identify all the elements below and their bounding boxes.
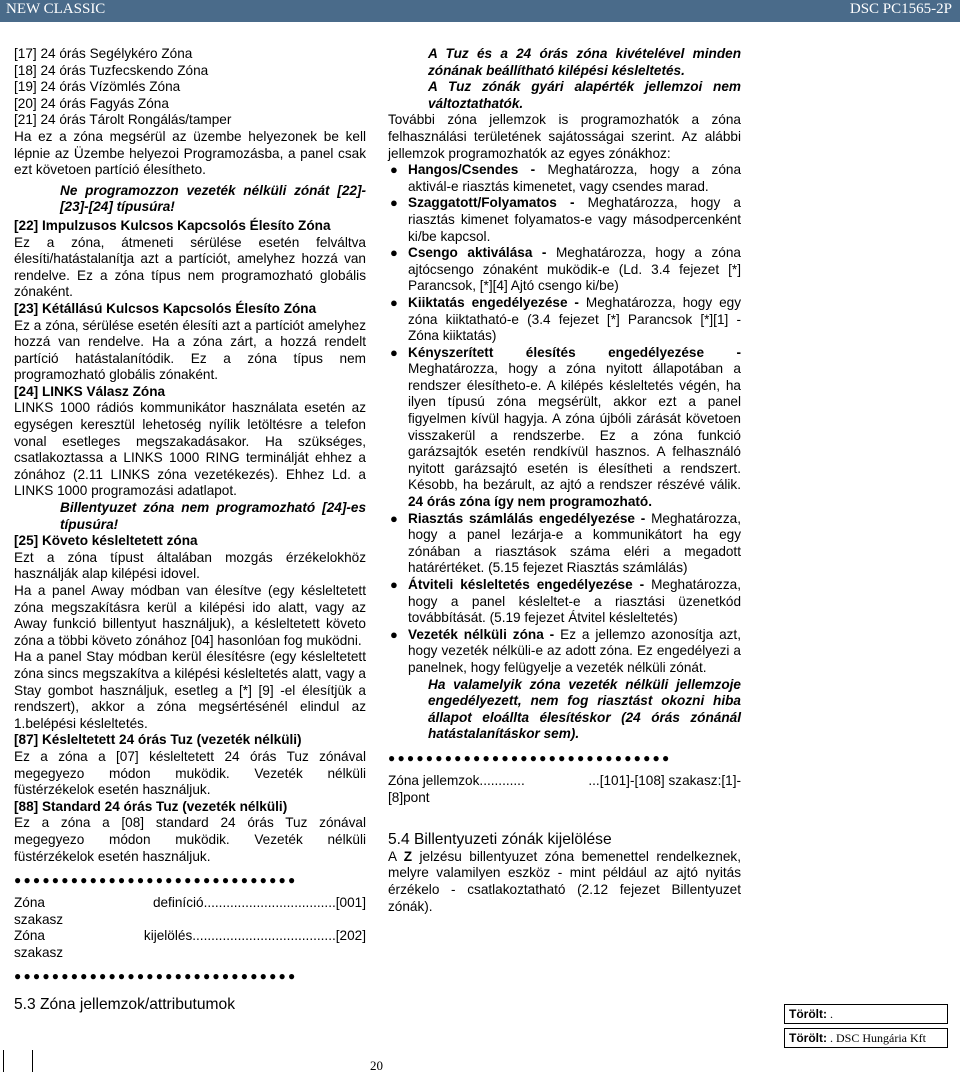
def-ref-line	[14, 895, 366, 912]
bullet-icon: ●	[390, 626, 398, 642]
section-title: 5.3 Zóna jellemzok/attributumok	[14, 996, 236, 1014]
section-title: 5.4 Billentyuzeti zónák kijelölése	[388, 831, 612, 849]
def-ref-c: szakasz	[14, 911, 64, 927]
note: Billentyuzet zóna nem programozható [24]-es típusúra!	[60, 500, 366, 532]
def-ref-b: definíció...................................[001]	[152, 895, 366, 911]
page-number: 20	[370, 1058, 383, 1073]
sel-ref-b: kijelölés......................................[202]	[143, 928, 366, 944]
zone-title: [25] Követo késleltetett zóna	[14, 533, 198, 549]
paragraph: LINKS 1000 rádiós kommunikátor használata esetén az egységen keresztül lehetoség nyílik letöltésre a telefon vonal esetleges megszakadásakor. Ha szükséges, csatlakoztassa a LINKS 1000 RING terminálját ehhez a zónához (2.11 LINKS zóna vezetékezés). Ehhez Ld. a LINKS 1000 programozási adatlapot.	[14, 400, 366, 499]
zone-title: [23] Kétállású Kulcsos Kapcsolós Élesíto Zóna	[14, 300, 317, 316]
zone-title: [87] Késleltetett 24 órás Tuz (vezeték nélküli)	[14, 732, 302, 748]
right-column	[388, 46, 741, 915]
ref-line	[388, 773, 741, 790]
header-right: DSC PC1565-2P	[849, 1, 952, 17]
def-ref-a: Zóna	[14, 895, 45, 911]
bullet-icon: ●	[390, 162, 398, 178]
ref-b: ...[101]-[108] szakasz:[1]-	[588, 772, 741, 788]
page-header	[0, 0, 960, 22]
paragraph: További zóna jellemzok is programozhatók a zóna felhasználási területének sajátosságai szerint. Az alábbi jellemzok programozhatók az egyes zónákhoz:	[388, 112, 741, 161]
bullet-icon: ●	[390, 344, 398, 360]
zone-title: [88] Standard 24 órás Tuz (vezeték nélküli)	[14, 798, 288, 814]
zone-item: [21] 24 órás Tárolt Rongálás/tamper	[14, 112, 232, 128]
paragraph: Ez a zóna, sérülése esetén élesíti azt a partíciót amelyhez hozzá van rendelve. Ha a zóna zárt, a hozzá rendelt partíció hatástalanítódik. Ez a zóna típus nem programozható globális zónaként.	[14, 317, 366, 383]
separator-dots: ●●●●●●●●●●●●●●●●●●●●●●●●●●●●●●	[388, 750, 672, 765]
paragraph: A Z jelzésu billentyuzet zóna bemenettel rendelkeznek, melyre valamilyen eszköz - mint például az ajtó nyitás érzékelo - csatlakoztatható (2.12 fejezet Billentyuzet zónák).	[388, 848, 741, 914]
sel-ref-a: Zóna	[14, 928, 45, 944]
zone-item: [20] 24 órás Fagyás Zóna	[14, 95, 169, 111]
attribute-list	[388, 162, 741, 676]
paragraph: Ez a zóna a [08] standard 24 órás Tuz zónával megegyezo módon muködik. Vezeték nélküli füstérzékelok esetén használjuk.	[14, 815, 366, 864]
header-left: NEW CLASSIC	[6, 1, 106, 17]
zone-item: [19] 24 órás Vízömlés Zóna	[14, 79, 181, 95]
list-item: ● Csengo aktiválása - Meghatározza, hogy a zóna ajtócsengo zónaként muködik-e (Ld. 3.4 fejezet [*] Parancsok, [*][4] Ajtó csengo ki/be)	[390, 245, 741, 294]
zone-type-list	[14, 46, 366, 129]
ref-a: Zóna jellemzok............	[388, 772, 525, 788]
bullet-icon: ●	[390, 245, 398, 261]
separator-dots: ●●●●●●●●●●●●●●●●●●●●●●●●●●●●●●	[14, 873, 298, 888]
change-bar	[32, 1050, 33, 1072]
list-item: ● Átviteli késleltetés engedélyezése - Meghatározza, hogy a panel késleltet-e a riasztási üzenetkód továbbítását. (5.19 fejezet Átvitel késleltetés)	[390, 577, 741, 626]
zone-item: [17] 24 órás Segélykéro Zóna	[14, 46, 193, 61]
bullet-icon: ●	[390, 577, 398, 592]
note: A Tuz zónák gyári alapérték jellemzoi nem változtathatók.	[428, 79, 741, 111]
bullet-icon: ●	[390, 510, 398, 526]
list-item: ● Vezeték nélküli zóna - Ez a jellemzo azonosítja azt, hogy vezeték nélküli-e az adott zóna. Ez engedélyezi a panelnek, hogy felügyelje a vezeték nélküli zónát.	[390, 626, 741, 675]
list-item: ● Hangos/Csendes - Meghatározza, hogy a zóna aktivál-e riasztás kimenetet, vagy csendes marad.	[390, 162, 742, 194]
note: A Tuz és a 24 órás zóna kivételével minden zónának beállítható kilépési késleltetés.	[428, 46, 741, 78]
paragraph: Ezt a zóna típust általában mozgás érzékelokhöz használják alap kilépési idovel.	[14, 549, 366, 582]
paragraph: Ha a panel Away módban van élesítve (egy késleltetett zóna megszakításra kerül a kilépési ido alatt, vagy az Away funkció billentyut használjuk), a késleltetett követo zóna a többi követo zónához [04] hasonlóan fog muködni.	[14, 583, 366, 648]
note: Ha valamelyik zóna vezeték nélküli jellemzoje engedélyezett, nem fog riasztást okozni hiba állapot eloállta élesítéskor (24 órás zónánál hatástalanításkor sem).	[428, 676, 741, 742]
paragraph: Ez a zóna a [07] késleltetett 24 órás Tuz zónával megegyezo módon muködik. Vezeték nélküli füstérzékelok esetén használjuk.	[14, 748, 366, 798]
zone-title: [24] LINKS Válasz Zóna	[14, 383, 166, 399]
paragraph: Ha a panel Stay módban kerül élesítésre (egy késleltetett zóna sincs megszakítva a kilépési késleltetés alatt, vagy a Stay gombot használjuk, esetleg a [*] [9] -el élesítjük a rendszert), akkor a zóna megsértésénél elindul az 1.belépési késleltetés.	[14, 649, 366, 731]
sel-ref-line	[14, 928, 366, 945]
bullet-icon: ●	[390, 195, 398, 211]
list-item: ● Riasztás számlálás engedélyezése - Meghatározza, hogy a panel lezárja-e a kommunikátort ha egy zónában a riasztások száma eléri a megadott határértéket. (5.15 fejezet Riasztás számlálás)	[390, 510, 741, 576]
list-item: ● Kényszerített élesítés engedélyezése - Meghatározza, hogy a zóna nyitott állapotában a rendszer élesítheto-e. A kilépés késleltetés végén, ha ilyen típusú zóna megsérült, akkor ezt a panel figyelmen kívül hagyja. A zóna újbóli zárását követoen visszakerül a rendszerbe. Ez a zóna funkció garázsajtók esetén rendkívül hasznos. A felhasználó nyitott garázsajtó esetén is élesítheti a rendszert. Késobb, ha bezárult, az ajtó a rendszer részévé válik. 24 órás zóna így nem programozható.	[390, 344, 741, 510]
change-bar	[3, 1050, 4, 1072]
revision-comment: Törölt: .	[784, 1004, 948, 1024]
list-item: ● Kiiktatás engedélyezése - Meghatározza, hogy egy zóna kiiktatható-e (3.4 fejezet [*] Parancsok [*][1] - Zóna kiiktatás)	[390, 294, 741, 344]
bullet-icon: ●	[390, 294, 398, 310]
paragraph: Ez a zóna, átmeneti sérülése esetén felváltva élesíti/hatástalanítja azt a partíciót, amelyhez hozzá van rendelve. Ez a zóna típus nem programozható globális zónaként.	[14, 234, 366, 300]
revision-comment: Törölt: . DSC Hungária Kft	[784, 1028, 948, 1048]
left-column	[14, 46, 366, 1014]
zone-title: [22] Impulzusos Kulcsos Kapcsolós Élesíto Zóna	[14, 217, 331, 233]
zone-item: [18] 24 órás Tuzfecskendo Zóna	[14, 62, 209, 78]
ref-c: [8]pont	[388, 789, 430, 805]
sel-ref-c: szakasz	[14, 944, 64, 960]
list-item: ● Szaggatott/Folyamatos - Meghatározza, hogy a riasztás kimenet folyamatos-e vagy másodpercenként ki/be kapcsol.	[390, 195, 741, 244]
paragraph: Ha ez a zóna megsérül az üzembe helyezonek be kell lépnie az Üzembe helyezoi Programozásba, a panel csak ezt követoen partíció élesítheto.	[14, 128, 366, 178]
separator-dots: ●●●●●●●●●●●●●●●●●●●●●●●●●●●●●●	[14, 969, 298, 984]
note: Ne programozzon vezeték nélküli zónát [22]-[23]-[24] típusúra!	[60, 182, 366, 215]
